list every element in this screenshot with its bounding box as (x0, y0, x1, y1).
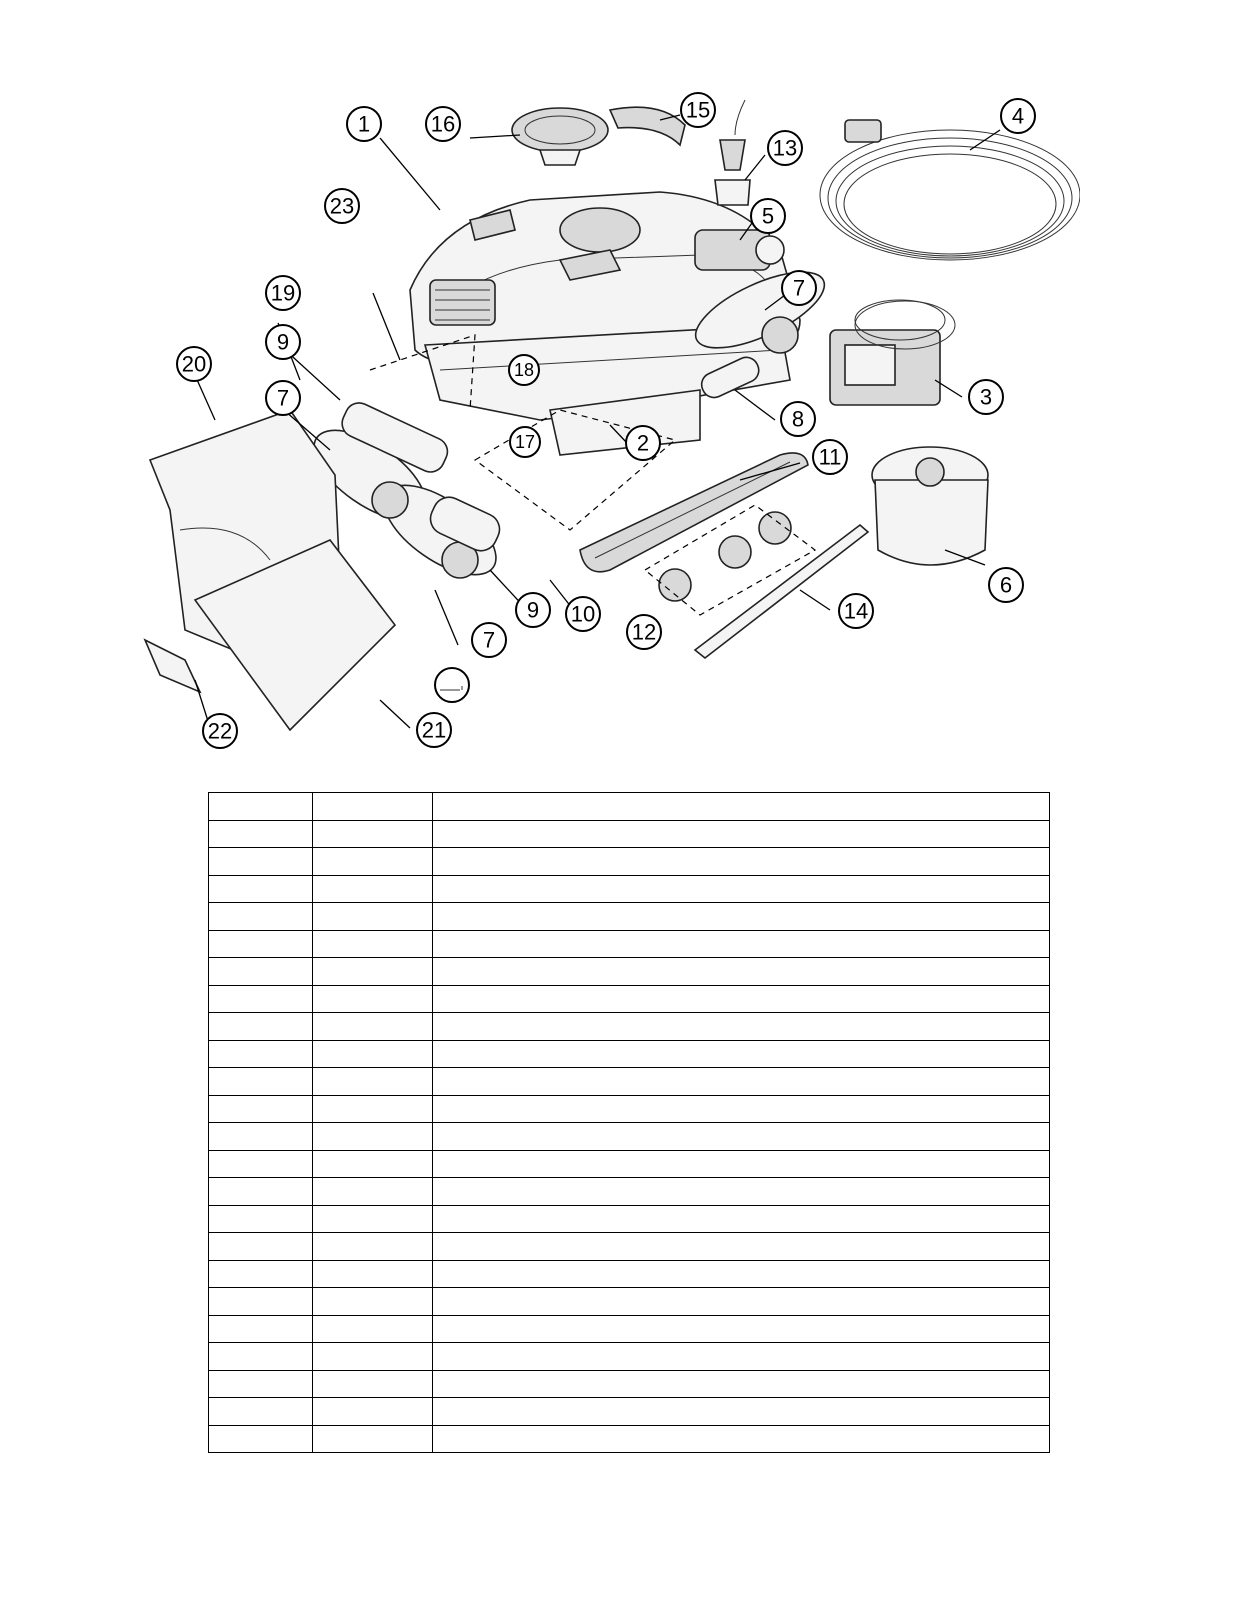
callout-9b (516, 593, 550, 627)
table-cell (433, 958, 1050, 986)
table-cell (433, 985, 1050, 1013)
table-cell (433, 793, 1050, 821)
svg-text:8: 8 (791, 406, 805, 432)
parts-table-body (209, 793, 1050, 1453)
top-grille-part (512, 108, 608, 165)
svg-text:11: 11 (818, 444, 842, 470)
table-row (209, 958, 1050, 986)
table-cell (209, 930, 313, 958)
callout-23 (325, 189, 359, 223)
table-row (209, 985, 1050, 1013)
table-cell (313, 1288, 433, 1316)
clip-part (145, 640, 200, 692)
table-cell (433, 1013, 1050, 1041)
callout-3 (969, 380, 1003, 414)
svg-text:9: 9 (276, 329, 290, 355)
callout-19 (266, 276, 300, 310)
table-cell (313, 985, 433, 1013)
table-cell (313, 1343, 433, 1371)
callout-14 (839, 594, 873, 628)
callout-8 (781, 402, 815, 436)
svg-text:4: 4 (1011, 103, 1025, 129)
table-cell (313, 848, 433, 876)
table-row (209, 930, 1050, 958)
motor-part (695, 230, 784, 270)
svg-text:20: 20 (181, 351, 207, 377)
table-cell (313, 1425, 433, 1453)
table-cell (433, 930, 1050, 958)
svg-text:12: 12 (631, 619, 657, 645)
table-cell (209, 1178, 313, 1206)
svg-text:18: 18 (513, 360, 535, 380)
table-cell (209, 1343, 313, 1371)
table-row (209, 1068, 1050, 1096)
table-row (209, 1425, 1050, 1453)
table-cell (313, 1205, 433, 1233)
pump-motor-part (872, 447, 988, 565)
table-cell (433, 848, 1050, 876)
callout-22 (203, 714, 237, 748)
table-cell (433, 1205, 1050, 1233)
callout-13 (768, 131, 802, 165)
callout-7c (472, 623, 506, 657)
table-row (209, 875, 1050, 903)
table-cell (313, 1150, 433, 1178)
exploded-parts-diagram (140, 80, 1080, 780)
table-cell (433, 1068, 1050, 1096)
callout-7b (266, 381, 300, 415)
table-row (209, 820, 1050, 848)
table-cell (209, 1288, 313, 1316)
table-row (209, 1398, 1050, 1426)
table-cell (209, 1315, 313, 1343)
callout-2 (626, 426, 660, 460)
table-cell (433, 1315, 1050, 1343)
table-cell (313, 1068, 433, 1096)
svg-text:6: 6 (999, 572, 1013, 598)
table-cell (209, 1370, 313, 1398)
svg-text:9: 9 (526, 597, 540, 623)
table-cell (209, 820, 313, 848)
table-cell (209, 1398, 313, 1426)
callout-16 (426, 107, 460, 141)
table-cell (313, 875, 433, 903)
power-supply-part (830, 300, 955, 405)
svg-text:2: 2 (636, 430, 650, 456)
svg-text:1: 1 (357, 111, 371, 137)
table-cell (313, 1233, 433, 1261)
callout-9a (266, 325, 300, 359)
table-cell (209, 985, 313, 1013)
table-cell (209, 1205, 313, 1233)
table-cell (209, 1425, 313, 1453)
table-cell (433, 1123, 1050, 1151)
table-cell (209, 903, 313, 931)
cable-coil-part (820, 120, 1080, 260)
swivel-part (715, 100, 750, 205)
svg-text:7: 7 (792, 275, 806, 301)
table-cell (209, 1150, 313, 1178)
callout-12 (627, 615, 661, 649)
table-row (209, 848, 1050, 876)
svg-text:13: 13 (772, 135, 798, 161)
svg-text:5: 5 (761, 203, 775, 229)
table-row (209, 1260, 1050, 1288)
table-cell (209, 958, 313, 986)
table-cell (433, 1178, 1050, 1206)
table-cell (313, 1013, 433, 1041)
table-cell (433, 1233, 1050, 1261)
table-cell (433, 1150, 1050, 1178)
svg-text:16: 16 (430, 111, 456, 137)
table-cell (433, 1370, 1050, 1398)
callout-4 (1001, 99, 1035, 133)
svg-text:15: 15 (685, 97, 711, 123)
callout-5 (751, 199, 785, 233)
table-cell (313, 1095, 433, 1123)
table-cell (433, 1343, 1050, 1371)
table-cell (209, 848, 313, 876)
table-cell (433, 1095, 1050, 1123)
table-row (209, 1315, 1050, 1343)
table-cell (433, 875, 1050, 903)
callout-10 (566, 597, 600, 631)
table-row (209, 1233, 1050, 1261)
svg-text:22: 22 (207, 718, 233, 744)
table-row (209, 903, 1050, 931)
table-cell (313, 1260, 433, 1288)
table-cell (209, 793, 313, 821)
callout-20 (177, 347, 211, 381)
table-cell (209, 1095, 313, 1123)
callout-15 (681, 93, 715, 127)
table-cell (209, 1068, 313, 1096)
callout-18 (509, 355, 539, 385)
table-row (209, 1040, 1050, 1068)
handle-part (610, 107, 685, 145)
table-row (209, 1150, 1050, 1178)
table-row (209, 1205, 1050, 1233)
table-cell (313, 1123, 433, 1151)
svg-text:7: 7 (276, 385, 290, 411)
svg-text:14: 14 (843, 598, 869, 624)
svg-text:21: 21 (421, 717, 447, 743)
table-row (209, 1370, 1050, 1398)
table-cell (433, 1425, 1050, 1453)
table-cell (313, 1178, 433, 1206)
table-cell (433, 1260, 1050, 1288)
callout-21 (417, 713, 451, 747)
svg-text:3: 3 (979, 384, 993, 410)
table-cell (433, 1288, 1050, 1316)
table-cell (209, 1123, 313, 1151)
callout-1 (347, 107, 381, 141)
svg-text:17: 17 (514, 432, 536, 452)
svg-text:10: 10 (570, 601, 596, 627)
table-cell (209, 875, 313, 903)
table-cell (313, 1398, 433, 1426)
table-cell (313, 793, 433, 821)
table-cell (209, 1013, 313, 1041)
table-cell (313, 820, 433, 848)
table-row (209, 1095, 1050, 1123)
callout-17 (510, 427, 540, 457)
callout-11 (813, 440, 847, 474)
table-row (209, 1343, 1050, 1371)
table-cell (209, 1233, 313, 1261)
table-row (209, 1288, 1050, 1316)
table-cell (313, 1040, 433, 1068)
table-cell (433, 1398, 1050, 1426)
callout-7a (782, 271, 816, 305)
table-cell (433, 903, 1050, 931)
table-cell (313, 903, 433, 931)
table-cell (209, 1040, 313, 1068)
svg-text:23: 23 (329, 193, 355, 219)
parts-table (208, 792, 1050, 1453)
table-row (209, 793, 1050, 821)
table-row (209, 1013, 1050, 1041)
table-row (209, 1123, 1050, 1151)
table-cell (313, 958, 433, 986)
table-cell (313, 930, 433, 958)
callout-6 (989, 568, 1023, 602)
empty-callout (435, 668, 469, 702)
svg-text:19: 19 (270, 280, 296, 306)
table-cell (433, 1040, 1050, 1068)
svg-text:7: 7 (482, 627, 496, 653)
table-cell (209, 1260, 313, 1288)
table-row (209, 1178, 1050, 1206)
table-cell (313, 1370, 433, 1398)
table-cell (433, 820, 1050, 848)
table-cell (313, 1315, 433, 1343)
